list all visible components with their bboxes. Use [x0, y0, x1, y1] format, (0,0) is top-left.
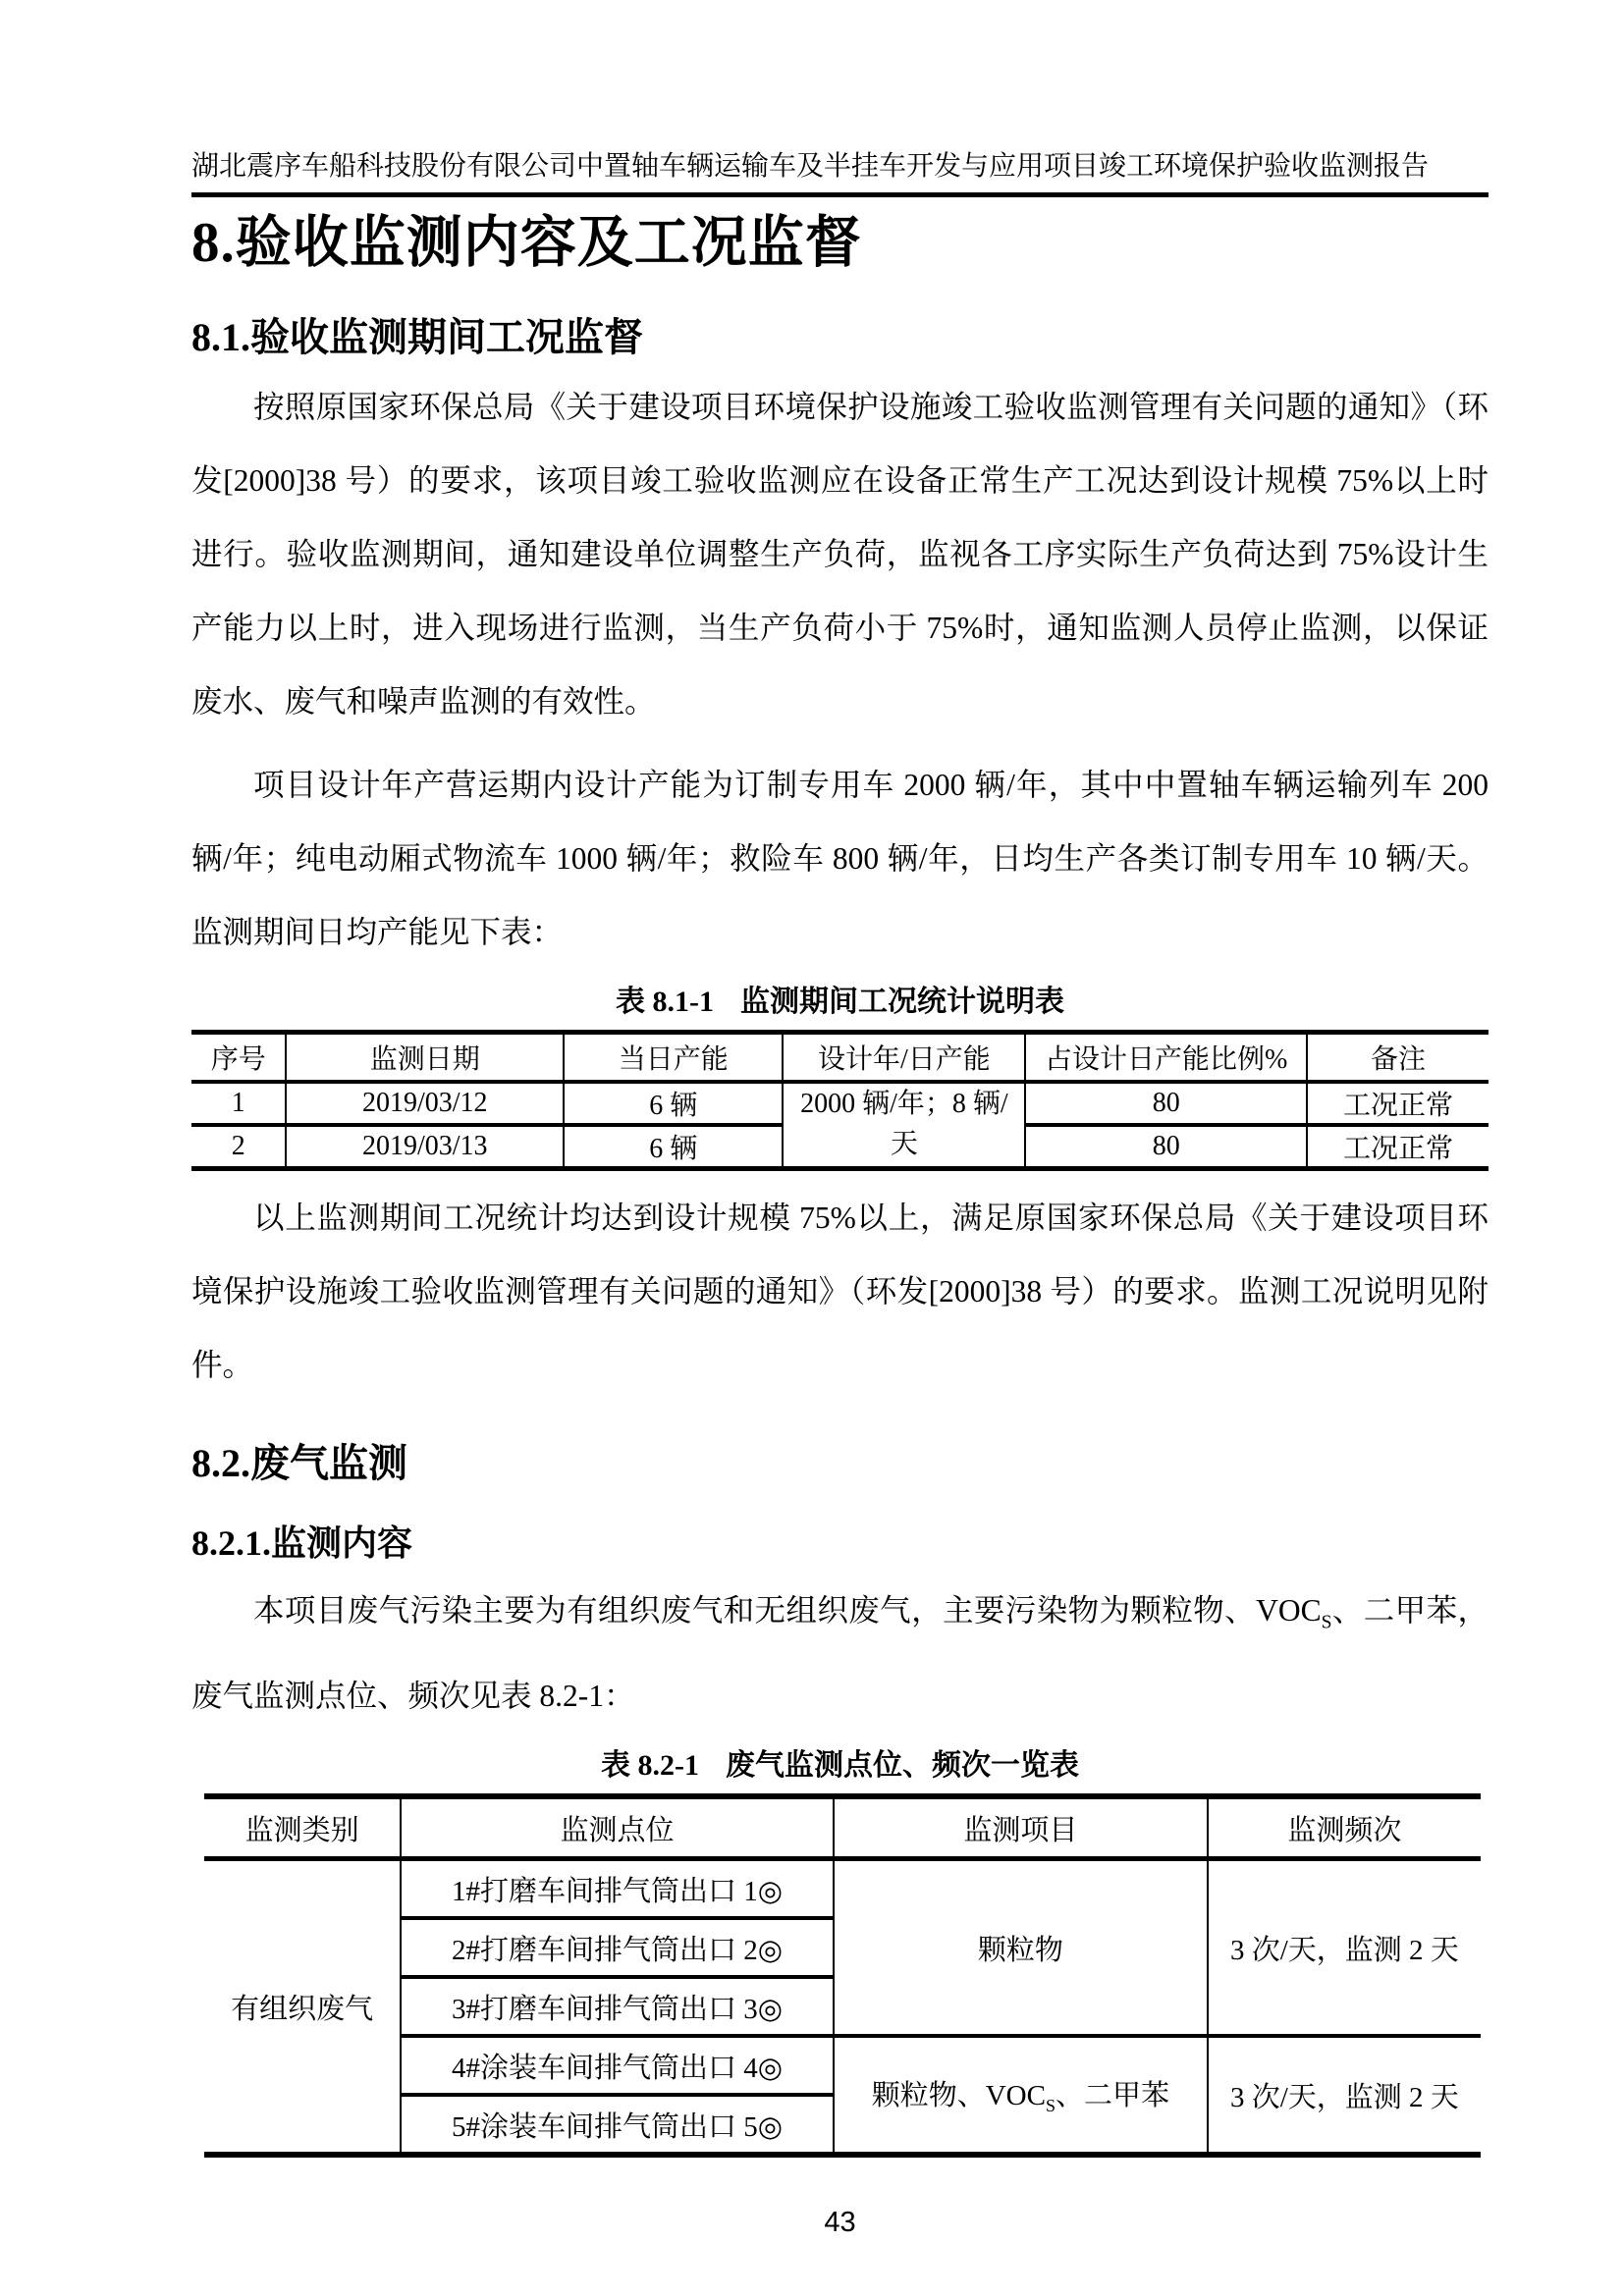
paragraph-conclusion: 以上监测期间工况统计均达到设计规模 75%以上，满足原国家环保总局《关于建设项目环境保护设施竣工验收监测管理有关问题的通知》（环发[2000]38 号）的要求。监测工况说明见附件。 — [191, 1200, 1489, 1382]
column-header-item: 监测项目 — [834, 1796, 1208, 1859]
table-row — [204, 1859, 1481, 1919]
table-8-1-1-caption-text: 监测期间工况统计说明表 — [740, 985, 1064, 1018]
cell-ratio: 80 — [1025, 1082, 1307, 1125]
paragraph-design-capacity: 项目设计年产营运期内设计产能为订制专用车 2000 辆/年，其中中置轴车辆运输列车 200 辆/年；纯电动厢式物流车 1000 辆/年；救险车 800 辆/年，日均生产各类订制专用车 10 辆/天。监测期间日均产能见下表： — [191, 767, 1489, 949]
column-header-ratio: 占设计日产能比例% — [1025, 1032, 1307, 1082]
section-8-2-1-heading: 8.2.1.监测内容 — [191, 1522, 413, 1563]
table-8-2-1 — [204, 1793, 1481, 2158]
cell-design-output: 2000 辆/年；8 辆/天 — [783, 1082, 1025, 1169]
section-8-1-heading: 8.1.验收监测期间工况监督 — [191, 314, 643, 359]
table-8-2-1-header-row — [204, 1796, 1481, 1859]
table-8-2-1-caption — [191, 1746, 1489, 1785]
column-header-frequency: 监测频次 — [1208, 1796, 1481, 1859]
cell-monitor-frequency: 3 次/天，监测 2 天 — [1208, 1859, 1481, 2037]
table-8-2-1-caption-text: 废气监测点位、频次一览表 — [726, 1749, 1079, 1783]
cell-monitor-point: 2#打磨车间排气筒出口 2◎ — [401, 1918, 834, 1977]
cell-monitor-point: 1#打磨车间排气筒出口 1◎ — [401, 1859, 834, 1919]
paragraph-waste-gas — [191, 1574, 1489, 1733]
column-header-date: 监测日期 — [286, 1032, 564, 1082]
section-8-2-heading: 8.2.废气监测 — [191, 1440, 407, 1485]
voc-subscript: S — [1321, 1612, 1332, 1633]
page-header-title: 湖北震序车船科技股份有限公司中置轴车辆运输车及半挂车开发与应用项目竣工环境保护验收监测报告 — [191, 151, 1430, 182]
column-header-category: 监测类别 — [204, 1796, 401, 1859]
table-8-1-1-caption — [191, 983, 1489, 1021]
cell-monitor-point: 5#涂装车间排气筒出口 5◎ — [401, 2095, 834, 2155]
voc-subscript: S — [1045, 2096, 1056, 2116]
cell-remark: 工况正常 — [1307, 1125, 1489, 1169]
page-header — [191, 149, 1489, 197]
cell-index: 1 — [191, 1082, 286, 1125]
table-8-1-1 — [191, 1030, 1489, 1171]
cell-index: 2 — [231, 1130, 245, 1161]
cell-ratio: 80 — [1025, 1125, 1307, 1169]
cell-date: 2019/03/13 — [286, 1125, 564, 1169]
table-8-1-1-header-row — [191, 1032, 1489, 1082]
cell-monitor-frequency: 3 次/天，监测 2 天 — [1208, 2036, 1481, 2155]
column-header-point: 监测点位 — [401, 1796, 834, 1859]
cell-monitor-item — [834, 2036, 1208, 2155]
table-8-2-1-caption-label: 表 8.2-1 — [601, 1749, 699, 1783]
cell-monitor-point: 3#打磨车间排气筒出口 3◎ — [401, 1977, 834, 2036]
column-header-daily-output: 当日产能 — [564, 1032, 783, 1082]
cell-monitor-item: 颗粒物 — [834, 1859, 1208, 2037]
cell-category: 有组织废气 — [231, 1993, 374, 2025]
paragraph-monitoring-requirements: 按照原国家环保总局《关于建设项目环境保护设施竣工验收监测管理有关问题的通知》（环发[2000]38 号）的要求，该项目竣工验收监测应在设备正常生产工况达到设计规模 75%以上时进行。验收监测期间，通知建设单位调整生产负荷，监视各工序实际生产负荷达到 75%设计生产能力以上时，进入现场进行监测，当生产负荷小于 75%时，通知监测人员停止监测，以保证废水、废气和噪声监测的有效性。 — [191, 389, 1489, 719]
table-row — [191, 1082, 1489, 1125]
cell-remark: 工况正常 — [1307, 1082, 1489, 1125]
cell-date: 2019/03/12 — [286, 1082, 564, 1125]
column-header-index: 序号 — [191, 1032, 286, 1082]
table-8-1-1-caption-label: 表 8.1-1 — [616, 985, 714, 1018]
monitor-item-text-post: 、二甲苯 — [1055, 2080, 1169, 2112]
chapter-title: 8.验收监测内容及工况监督 — [191, 212, 862, 274]
cell-daily-output: 6 辆 — [564, 1082, 783, 1125]
monitor-item-text-pre: 颗粒物、VOC — [871, 2080, 1046, 2112]
waste-gas-text-post: 、二甲苯，废气监测点位、频次见表 8.2-1： — [191, 1592, 1489, 1714]
cell-monitor-point: 4#涂装车间排气筒出口 4◎ — [401, 2036, 834, 2095]
waste-gas-text-pre: 本项目废气污染主要为有组织废气和无组织废气，主要污染物为颗粒物、VOC — [253, 1592, 1322, 1628]
column-header-design-output: 设计年/日产能 — [783, 1032, 1025, 1082]
page-number: 43 — [824, 2207, 856, 2239]
cell-daily-output: 6 辆 — [564, 1125, 783, 1169]
column-header-remark: 备注 — [1307, 1032, 1489, 1082]
